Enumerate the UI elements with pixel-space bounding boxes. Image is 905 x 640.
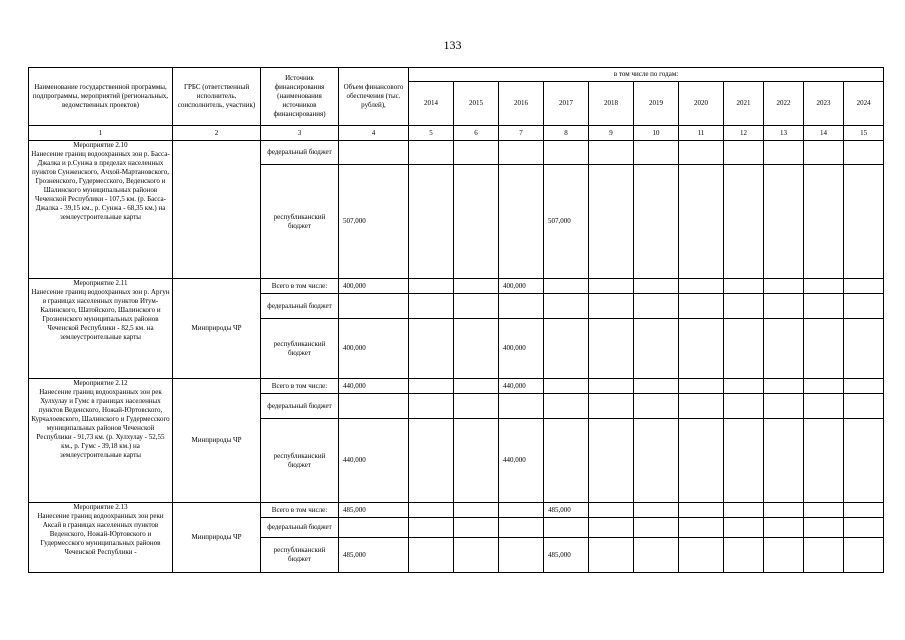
year-amount bbox=[679, 294, 724, 319]
column-index: 4 bbox=[339, 126, 409, 141]
year-amount bbox=[764, 503, 804, 518]
column-index: 3 bbox=[261, 126, 339, 141]
year-amount bbox=[679, 503, 724, 518]
year-amount bbox=[844, 518, 884, 538]
year-amount bbox=[804, 279, 844, 294]
year-amount bbox=[764, 538, 804, 573]
funding-source: федеральный бюджет bbox=[261, 141, 339, 165]
year-amount bbox=[589, 503, 634, 518]
year-amount bbox=[634, 538, 679, 573]
year-amount bbox=[804, 538, 844, 573]
year-amount bbox=[679, 279, 724, 294]
year-amount bbox=[634, 394, 679, 419]
funding-source: Всего в том числе: bbox=[261, 279, 339, 294]
measure-title: Мероприятие 2.13 Нанесение границ водоохранных зон реки Аксай в границах населенных пунктов Веденского, Ножай-Юртовского и Гудермесского муниципальных районов Чеченской Республики - bbox=[29, 503, 173, 573]
year-amount bbox=[764, 294, 804, 319]
header-years-group: в том числе по годам: bbox=[409, 68, 884, 82]
year-amount bbox=[589, 319, 634, 379]
year-amount bbox=[454, 518, 499, 538]
funding-source: федеральный бюджет bbox=[261, 294, 339, 319]
year-amount bbox=[589, 279, 634, 294]
year-amount bbox=[544, 419, 589, 503]
year-amount bbox=[454, 319, 499, 379]
year-amount bbox=[454, 538, 499, 573]
year-amount bbox=[679, 419, 724, 503]
column-index: 11 bbox=[679, 126, 724, 141]
header-col2: ГРБС (ответственный исполнитель, соисполнитель, участник) bbox=[173, 68, 261, 126]
year-amount bbox=[764, 319, 804, 379]
total-amount bbox=[339, 141, 409, 165]
year-amount bbox=[499, 518, 544, 538]
year-amount bbox=[634, 294, 679, 319]
total-amount bbox=[339, 394, 409, 419]
year-amount bbox=[804, 419, 844, 503]
header-col4: Объем финансового обеспечения (тыс. рублей), bbox=[339, 68, 409, 126]
year-amount bbox=[409, 503, 454, 518]
year-amount bbox=[499, 394, 544, 419]
year-amount bbox=[724, 319, 764, 379]
year-amount bbox=[544, 379, 589, 394]
year-amount bbox=[679, 379, 724, 394]
measure-title: Мероприятие 2.11 Нанесение границ водоохранных зон р. Аргун в границах населенных пунктов Итум-Калинского, Шатойского, Шалинского и Грозненского муниципальных районов Чеченской Республики - 82,5 км. на землеустроительные карты bbox=[29, 279, 173, 379]
year-header: 2023 bbox=[804, 82, 844, 126]
year-amount bbox=[409, 141, 454, 165]
total-amount: 440,000 bbox=[339, 379, 409, 394]
year-amount bbox=[804, 379, 844, 394]
year-amount: 440,000 bbox=[499, 379, 544, 394]
year-amount bbox=[544, 294, 589, 319]
year-amount bbox=[764, 419, 804, 503]
funding-source: республиканский бюджет bbox=[261, 165, 339, 279]
year-amount bbox=[679, 518, 724, 538]
year-amount bbox=[544, 518, 589, 538]
year-header: 2019 bbox=[634, 82, 679, 126]
year-amount bbox=[454, 379, 499, 394]
year-amount bbox=[679, 394, 724, 419]
year-amount bbox=[634, 518, 679, 538]
year-amount bbox=[409, 419, 454, 503]
year-amount bbox=[634, 279, 679, 294]
year-amount bbox=[589, 394, 634, 419]
year-amount bbox=[409, 518, 454, 538]
year-amount bbox=[499, 294, 544, 319]
year-amount bbox=[454, 394, 499, 419]
year-amount bbox=[724, 294, 764, 319]
year-amount: 485,000 bbox=[544, 503, 589, 518]
year-amount bbox=[454, 141, 499, 165]
year-amount bbox=[409, 165, 454, 279]
year-header: 2020 bbox=[679, 82, 724, 126]
year-amount bbox=[844, 141, 884, 165]
year-amount bbox=[589, 141, 634, 165]
funding-source: федеральный бюджет bbox=[261, 394, 339, 419]
year-amount bbox=[589, 518, 634, 538]
year-amount bbox=[844, 294, 884, 319]
year-amount bbox=[804, 503, 844, 518]
year-amount bbox=[804, 518, 844, 538]
year-amount bbox=[724, 518, 764, 538]
column-index: 10 bbox=[634, 126, 679, 141]
year-amount bbox=[409, 319, 454, 379]
total-amount bbox=[339, 518, 409, 538]
year-amount bbox=[454, 419, 499, 503]
year-amount: 507,000 bbox=[544, 165, 589, 279]
funding-source: республиканский бюджет bbox=[261, 419, 339, 503]
year-header: 2024 bbox=[844, 82, 884, 126]
year-amount bbox=[634, 319, 679, 379]
measure-grbs: Минприроды ЧР bbox=[173, 503, 261, 573]
year-amount bbox=[499, 165, 544, 279]
total-amount: 400,000 bbox=[339, 319, 409, 379]
year-amount bbox=[764, 165, 804, 279]
year-amount: 400,000 bbox=[499, 279, 544, 294]
year-amount bbox=[804, 165, 844, 279]
table-row bbox=[29, 503, 884, 518]
year-amount bbox=[634, 503, 679, 518]
column-index: 13 bbox=[764, 126, 804, 141]
year-amount bbox=[409, 279, 454, 294]
year-amount bbox=[589, 294, 634, 319]
year-header: 2021 bbox=[724, 82, 764, 126]
total-amount: 485,000 bbox=[339, 503, 409, 518]
year-amount bbox=[589, 379, 634, 394]
year-amount bbox=[764, 394, 804, 419]
table-row bbox=[29, 279, 884, 294]
year-amount bbox=[764, 379, 804, 394]
year-amount bbox=[724, 503, 764, 518]
year-amount bbox=[634, 165, 679, 279]
funding-source: республиканский бюджет bbox=[261, 319, 339, 379]
year-amount bbox=[589, 538, 634, 573]
year-amount bbox=[454, 165, 499, 279]
funding-source: Всего в том числе: bbox=[261, 379, 339, 394]
year-amount bbox=[724, 394, 764, 419]
year-amount bbox=[634, 379, 679, 394]
column-index: 1 bbox=[29, 126, 173, 141]
year-amount bbox=[679, 538, 724, 573]
column-index: 2 bbox=[173, 126, 261, 141]
year-amount bbox=[499, 503, 544, 518]
year-amount bbox=[764, 141, 804, 165]
year-amount bbox=[844, 538, 884, 573]
total-amount bbox=[339, 294, 409, 319]
year-header: 2018 bbox=[589, 82, 634, 126]
column-index: 14 bbox=[804, 126, 844, 141]
year-amount bbox=[724, 279, 764, 294]
year-amount bbox=[724, 419, 764, 503]
year-amount bbox=[679, 141, 724, 165]
year-amount bbox=[844, 503, 884, 518]
year-header: 2016 bbox=[499, 82, 544, 126]
column-index: 5 bbox=[409, 126, 454, 141]
year-amount: 400,000 bbox=[499, 319, 544, 379]
year-amount bbox=[844, 319, 884, 379]
year-amount bbox=[804, 294, 844, 319]
year-amount bbox=[804, 141, 844, 165]
year-amount bbox=[679, 165, 724, 279]
year-header: 2017 bbox=[544, 82, 589, 126]
year-header: 2022 bbox=[764, 82, 804, 126]
measure-grbs: Минприроды ЧР bbox=[173, 279, 261, 379]
year-amount bbox=[764, 518, 804, 538]
year-amount bbox=[724, 379, 764, 394]
year-amount bbox=[589, 165, 634, 279]
year-amount bbox=[499, 538, 544, 573]
header-col3: Источник финансирования (наименования источников финансирования) bbox=[261, 68, 339, 126]
year-amount bbox=[544, 279, 589, 294]
year-amount bbox=[454, 503, 499, 518]
column-index: 12 bbox=[724, 126, 764, 141]
header-col1: Наименование государственной программы, подпрограммы, мероприятий (региональных, ведомственных проектов) bbox=[29, 68, 173, 126]
year-amount: 485,000 bbox=[544, 538, 589, 573]
year-amount bbox=[409, 379, 454, 394]
funding-source: Всего в том числе: bbox=[261, 503, 339, 518]
year-header: 2014 bbox=[409, 82, 454, 126]
year-amount bbox=[844, 165, 884, 279]
funding-source: федеральный бюджет bbox=[261, 518, 339, 538]
funding-source: республиканский бюджет bbox=[261, 538, 339, 573]
year-amount bbox=[844, 279, 884, 294]
column-index: 8 bbox=[544, 126, 589, 141]
year-amount bbox=[679, 319, 724, 379]
year-amount bbox=[724, 165, 764, 279]
total-amount: 485,000 bbox=[339, 538, 409, 573]
year-amount bbox=[544, 394, 589, 419]
year-amount bbox=[844, 419, 884, 503]
year-amount bbox=[804, 319, 844, 379]
year-amount bbox=[844, 379, 884, 394]
table-row bbox=[29, 141, 884, 165]
year-amount bbox=[724, 141, 764, 165]
year-amount: 440,000 bbox=[499, 419, 544, 503]
year-amount bbox=[764, 279, 804, 294]
year-amount bbox=[634, 141, 679, 165]
year-amount bbox=[454, 279, 499, 294]
page-number: 133 bbox=[443, 38, 462, 52]
year-amount bbox=[634, 419, 679, 503]
measure-grbs bbox=[173, 141, 261, 279]
financing-table bbox=[28, 67, 884, 573]
total-amount: 440,000 bbox=[339, 419, 409, 503]
year-amount bbox=[544, 141, 589, 165]
measure-title: Мероприятие 2.12 Нанесение границ водоохранных зон рек Хулхулау и Гумс в границах населенных пунктов Веденского, Ножай-Юртовского, Курчалоевского, Шалинского и Гудермесского муниципальных районов Чеченской Республики - 91,73 км. (р. Хулхулау - 52,55 км., р. Гумс - 39,18 км.) на землеустроительные карты bbox=[29, 379, 173, 503]
year-amount bbox=[409, 294, 454, 319]
column-index: 9 bbox=[589, 126, 634, 141]
year-amount bbox=[544, 319, 589, 379]
year-amount bbox=[409, 538, 454, 573]
measure-grbs: Минприроды ЧР bbox=[173, 379, 261, 503]
year-amount bbox=[454, 294, 499, 319]
column-index: 7 bbox=[499, 126, 544, 141]
year-amount bbox=[844, 394, 884, 419]
year-amount bbox=[499, 141, 544, 165]
measure-title: Мероприятие 2.10 Нанесение границ водоохранных зон р. Басса-Джалка и р.Сунжа в пределах населенных пунктов Сунженского, Ачхой-Мартановского, Грозненского, Гудермесского, Веденского и Шалинского муниципальных районов Чеченской Республики - 107,5 км. (р. Басса-Джалка - 39,15 км., р. Сунжа - 68,35 км.) на землеустроительные карты bbox=[29, 141, 173, 279]
total-amount: 507,000 bbox=[339, 165, 409, 279]
year-amount bbox=[804, 394, 844, 419]
year-amount bbox=[589, 419, 634, 503]
table-row bbox=[29, 379, 884, 394]
total-amount: 400,000 bbox=[339, 279, 409, 294]
column-index: 15 bbox=[844, 126, 884, 141]
year-amount bbox=[409, 394, 454, 419]
year-header: 2015 bbox=[454, 82, 499, 126]
column-index: 6 bbox=[454, 126, 499, 141]
year-amount bbox=[724, 538, 764, 573]
